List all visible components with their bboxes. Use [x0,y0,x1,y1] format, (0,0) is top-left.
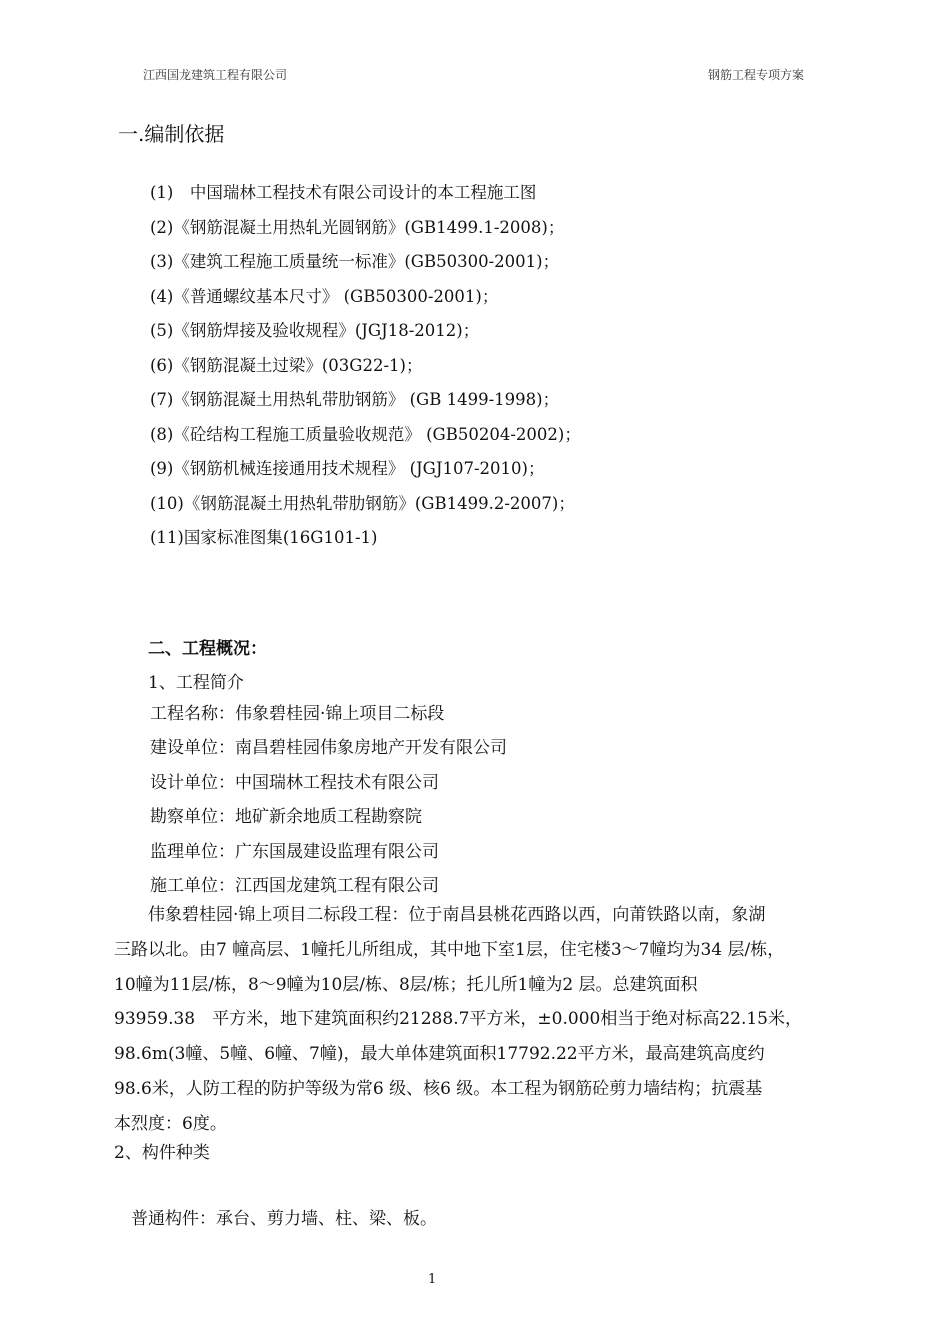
reference-item: (8)《砼结构工程施工质量验收规范》 (GB50204-2002)； [150,424,581,444]
project-info-row: 施工单位：江西国龙建筑工程有限公司 [150,875,439,896]
page-number: 1 [428,1272,437,1287]
paragraph-line: 三路以北。由7 幢高层、1幢托儿所组成，其中地下室1层，住宅楼3～7幢均为34 层/栋， [114,939,785,960]
project-info-list [150,702,507,908]
reference-list [150,180,870,560]
paragraph-line: 98.6米，人防工程的防护等级为常6 级、核6 级。本工程为钢筋砼剪力墙结构；抗震基 [114,1078,763,1099]
project-info-row: 设计单位：中国瑞林工程技术有限公司 [150,772,439,793]
section2-title: 二、工程概况： [148,639,267,659]
project-info-row: 工程名称：伟象碧桂园·锦上项目二标段 [150,704,445,724]
reference-item: (1) 中国瑞林工程技术有限公司设计的本工程施工图 [150,183,537,202]
project-info-row: 勘察单位：地矿新余地质工程勘察院 [150,807,422,828]
paragraph-line: 10幢为11层/栋，8～9幢为10层/栋、8层/栋；托儿所1幢为2 层。总建筑面积 [114,974,698,995]
reference-item: (6)《钢筋混凝土过梁》(03G22-1)； [150,355,423,375]
reference-item: (10)《钢筋混凝土用热轧带肋钢筋》(GB1499.2-2007)； [150,493,575,513]
reference-item: (9)《钢筋机械连接通用技术规程》 (JGJ107-2010)； [150,459,545,478]
reference-item: (11)国家标准图集(16G101-1) [150,528,378,547]
reference-item: (7)《钢筋混凝土用热轧带肋钢筋》 (GB 1499-1998)； [150,390,560,409]
reference-item: (3)《建筑工程施工质量统一标准》(GB50300-2001)； [150,252,560,271]
paragraph-line: 本烈度：6度。 [114,1113,227,1134]
subsection-project-intro: 1、工程简介 [148,673,244,693]
reference-item: (5)《钢筋焊接及验收规程》(JGJ18-2012)； [150,321,480,340]
project-description [114,902,856,1146]
reference-item: (4)《普通螺纹基本尺寸》 (GB50300-2001)； [150,286,499,306]
subsection-component-types: 2、构件种类 [114,1143,210,1163]
component-list: 普通构件：承台、剪力墙、柱、梁、板。 [131,1209,437,1229]
header-company: 江西国龙建筑工程有限公司 [143,68,288,82]
paragraph-line: 93959.38 平方米，地下建筑面积约21288.7平方米，±0.000相当于绝对标高22.15米， [114,1009,802,1030]
project-info-row: 建设单位：南昌碧桂园伟象房地产开发有限公司 [150,738,507,759]
reference-item: (2)《钢筋混凝土用热轧光圆钢筋》(GB1499.1-2008)； [150,217,565,237]
project-info-row: 监理单位：广东国晟建设监理有限公司 [150,841,439,862]
section1-title: 一.编制依据 [118,122,225,146]
paragraph-line: 98.6m(3幢、5幢、6幢、7幢)，最大单体建筑面积17792.22平方米，最高建筑高度约 [114,1044,765,1065]
header-doc-title: 钢筋工程专项方案 [708,68,805,82]
paragraph-line: 伟象碧桂园·锦上项目二标段工程：位于南昌县桃花西路以西，向莆铁路以南，象湖 [114,905,766,925]
